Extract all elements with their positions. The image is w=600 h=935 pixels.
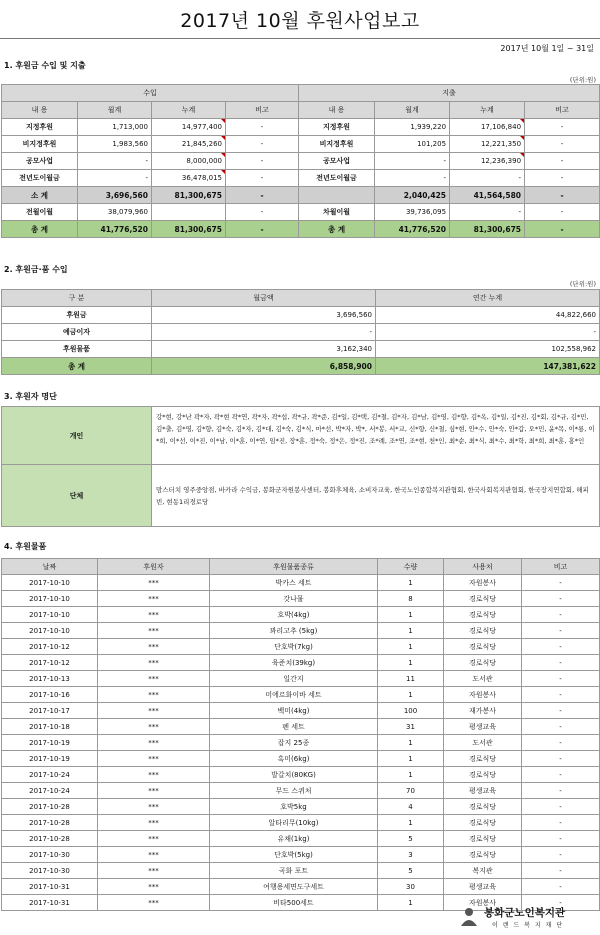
table-row <box>2 687 600 703</box>
column-header: 비고 <box>226 102 299 119</box>
table-cell: 육준치(39kg) <box>210 655 378 671</box>
table-cell: 평생교육 <box>444 879 522 895</box>
table-cell: 101,205 <box>375 136 450 153</box>
table-cell: 2017-10-10 <box>2 623 98 639</box>
table-row <box>2 341 600 358</box>
table-cell: - <box>522 735 600 751</box>
section-1-heading: 1. 후원금 수입 및 지출 <box>4 61 86 70</box>
table-cell: - <box>522 703 600 719</box>
table-row <box>2 783 600 799</box>
table-cell: 5 <box>378 831 444 847</box>
table-cell: - <box>522 815 600 831</box>
table-cell: 5 <box>378 863 444 879</box>
table-cell: 1 <box>378 895 444 911</box>
donated-goods-table <box>1 558 600 911</box>
column-header: 누계 <box>152 102 226 119</box>
column-header: 월금액 <box>152 290 376 307</box>
table-cell: 17,106,840 <box>450 119 525 136</box>
table-cell: *** <box>98 687 210 703</box>
table-cell: 알타리무(10kg) <box>210 815 378 831</box>
table-cell: 31 <box>378 719 444 735</box>
table-cell: 평생교육 <box>444 783 522 799</box>
table-cell: - <box>226 221 299 238</box>
table-cell: 2,040,425 <box>375 187 450 204</box>
table-cell: 11 <box>378 671 444 687</box>
table-cell: 21,845,260 <box>152 136 226 153</box>
donation-total-row <box>2 358 600 375</box>
table-row <box>2 153 600 170</box>
table-cell: 유채(1kg) <box>210 831 378 847</box>
table-cell: - <box>522 575 600 591</box>
table-cell: - <box>522 671 600 687</box>
column-header: 내 용 <box>299 102 375 119</box>
table-cell: 2017-10-28 <box>2 799 98 815</box>
table-cell: 재가봉사 <box>444 703 522 719</box>
table-cell: 70 <box>378 783 444 799</box>
row-label: 지정후원 <box>2 119 78 136</box>
column-header: 사용처 <box>444 559 522 575</box>
table-row <box>2 170 600 187</box>
table-cell: 자원봉사 <box>444 575 522 591</box>
table-cell: - <box>375 153 450 170</box>
table-cell: 1 <box>378 735 444 751</box>
table-cell: 꽈리고추 (5kg) <box>210 623 378 639</box>
table-row <box>2 703 600 719</box>
table-row <box>2 324 600 341</box>
column-header: 내 용 <box>2 102 78 119</box>
table-cell: 2017-10-31 <box>2 879 98 895</box>
table-cell: 4 <box>378 799 444 815</box>
table-cell: - <box>226 204 299 221</box>
table-cell: *** <box>98 655 210 671</box>
table-cell: - <box>525 170 600 187</box>
table-cell: *** <box>98 719 210 735</box>
table-cell: *** <box>98 751 210 767</box>
column-header: 후원물품종류 <box>210 559 378 575</box>
table-row <box>2 863 600 879</box>
table-cell: 3,696,560 <box>78 187 152 204</box>
table-cell: - <box>522 863 600 879</box>
table-row <box>2 136 600 153</box>
table-row <box>2 591 600 607</box>
table-row <box>2 879 600 895</box>
section-3-heading: 3. 후원자 명단 <box>4 392 57 401</box>
table-cell: 1 <box>378 687 444 703</box>
table-cell: 12,236,390 <box>450 153 525 170</box>
table-row <box>2 799 600 815</box>
table-cell: 2017-10-30 <box>2 863 98 879</box>
section-2-heading: 2. 후원금·품 수입 <box>4 265 68 274</box>
table-cell: *** <box>98 639 210 655</box>
table-cell: 비타500세트 <box>210 895 378 911</box>
table-cell: - <box>375 170 450 187</box>
table-cell: 41,564,580 <box>450 187 525 204</box>
table-cell: 경로식당 <box>444 847 522 863</box>
table-cell: 펜 세트 <box>210 719 378 735</box>
individual-label: 개인 <box>2 407 152 465</box>
table-row <box>2 639 600 655</box>
column-header: 누계 <box>450 102 525 119</box>
table-cell: 단호박(7kg) <box>210 639 378 655</box>
table-cell: 81,300,675 <box>152 221 226 238</box>
carryover-row <box>2 204 600 221</box>
page-title: 2017년 10월 후원사업보고 <box>180 10 420 32</box>
table-cell: - <box>522 687 600 703</box>
section-2-unit: (단위:원) <box>569 280 596 288</box>
table-cell: 미에르화이바 세트 <box>210 687 378 703</box>
table-cell: - <box>522 847 600 863</box>
table-cell: 경로식당 <box>444 655 522 671</box>
table-cell: 백미(4kg) <box>210 703 378 719</box>
table-cell: 평생교육 <box>444 719 522 735</box>
table-cell: 147,381,622 <box>376 358 600 375</box>
table-cell: - <box>522 639 600 655</box>
table-cell: 1 <box>378 815 444 831</box>
table-cell: 2017-10-28 <box>2 815 98 831</box>
row-label: 예금이자 <box>2 324 152 341</box>
table-row <box>2 767 600 783</box>
table-cell: 1 <box>378 655 444 671</box>
table-cell: - <box>525 187 600 204</box>
table-cell: 2017-10-30 <box>2 847 98 863</box>
table-row <box>2 655 600 671</box>
table-cell: 경로식당 <box>444 607 522 623</box>
table-cell: 2017-10-13 <box>2 671 98 687</box>
table-cell: 자원봉사 <box>444 895 522 911</box>
table-row <box>2 831 600 847</box>
table-cell: - <box>522 895 600 911</box>
subtotal-row <box>2 187 600 204</box>
table-cell: 44,822,660 <box>376 307 600 324</box>
column-header: 수량 <box>378 559 444 575</box>
table-cell: - <box>522 719 600 735</box>
table-cell: 2017-10-10 <box>2 591 98 607</box>
table-cell: 호박5kg <box>210 799 378 815</box>
table-cell: 8,000,000 <box>152 153 226 170</box>
table-cell: - <box>522 767 600 783</box>
table-cell: - <box>525 153 600 170</box>
table-row <box>2 607 600 623</box>
table-cell: 경로식당 <box>444 623 522 639</box>
table-cell: 일간지 <box>210 671 378 687</box>
row-label: 지정후원 <box>299 119 375 136</box>
table-cell: 1 <box>378 575 444 591</box>
table-cell: 경로식당 <box>444 639 522 655</box>
row-label: 총 계 <box>2 358 152 375</box>
table-cell: 단호박(5kg) <box>210 847 378 863</box>
row-label: 전년도이월금 <box>2 170 78 187</box>
table-cell: 81,300,675 <box>152 187 226 204</box>
table-cell: 경로식당 <box>444 751 522 767</box>
expense-header: 지출 <box>299 85 600 102</box>
table-row <box>2 307 600 324</box>
table-cell: 경로식당 <box>444 767 522 783</box>
column-header: 연간 누계 <box>376 290 600 307</box>
column-header: 월계 <box>78 102 152 119</box>
organization-name: 봉화군노인복지관 <box>484 907 566 919</box>
table-cell: 2017-10-12 <box>2 655 98 671</box>
table-cell: - <box>226 187 299 204</box>
column-header: 비고 <box>522 559 600 575</box>
column-header: 후원자 <box>98 559 210 575</box>
table-cell <box>152 204 226 221</box>
table-cell: 2017-10-16 <box>2 687 98 703</box>
table-cell: 도서관 <box>444 671 522 687</box>
table-cell: - <box>450 170 525 187</box>
table-cell: *** <box>98 623 210 639</box>
row-label: 후원물품 <box>2 341 152 358</box>
table-cell: 41,776,520 <box>78 221 152 238</box>
foundation-name: 이 랜 드 복 지 재 단 <box>492 922 564 929</box>
table-cell: 2017-10-17 <box>2 703 98 719</box>
table-cell: 2017-10-19 <box>2 751 98 767</box>
income-header: 수입 <box>2 85 299 102</box>
table-cell: 14,977,400 <box>152 119 226 136</box>
row-label: 비지정후원 <box>2 136 78 153</box>
table-cell: - <box>525 136 600 153</box>
table-cell: *** <box>98 783 210 799</box>
table-cell: *** <box>98 799 210 815</box>
table-cell: 2017-10-28 <box>2 831 98 847</box>
table-cell: *** <box>98 591 210 607</box>
table-cell: 여행용세면도구세트 <box>210 879 378 895</box>
table-cell: 박카스 세트 <box>210 575 378 591</box>
table-cell: 흑미(6kg) <box>210 751 378 767</box>
table-cell: 2017-10-19 <box>2 735 98 751</box>
table-cell: 6,858,900 <box>152 358 376 375</box>
row-label <box>299 187 375 204</box>
group-label: 단체 <box>2 465 152 527</box>
table-cell: 2017-10-24 <box>2 767 98 783</box>
table-cell: - <box>522 783 600 799</box>
row-label: 총 계 <box>299 221 375 238</box>
table-row <box>2 623 600 639</box>
table-cell: - <box>78 170 152 187</box>
table-row <box>2 719 600 735</box>
table-cell: 잡지 25종 <box>210 735 378 751</box>
table-row <box>2 735 600 751</box>
table-cell: 39,736,095 <box>375 204 450 221</box>
table-cell: 36,478,015 <box>152 170 226 187</box>
table-cell: *** <box>98 575 210 591</box>
table-cell: - <box>522 831 600 847</box>
section-1-unit: (단위:원) <box>569 76 596 84</box>
table-row <box>2 815 600 831</box>
table-cell: - <box>522 799 600 815</box>
row-label: 차월이월 <box>299 204 375 221</box>
grand-total-row <box>2 221 600 238</box>
table-cell: 1,939,220 <box>375 119 450 136</box>
table-cell: 1 <box>378 767 444 783</box>
table-cell: *** <box>98 831 210 847</box>
table-cell: 발갈치(80KG) <box>210 767 378 783</box>
table-cell: - <box>226 119 299 136</box>
income-expense-table <box>1 84 600 238</box>
table-cell: 무드 스퀴처 <box>210 783 378 799</box>
donation-income-table <box>1 289 600 375</box>
table-cell: 2017-10-18 <box>2 719 98 735</box>
table-cell: *** <box>98 767 210 783</box>
table-cell: *** <box>98 735 210 751</box>
table-cell: 2017-10-24 <box>2 783 98 799</box>
table-cell: 3,162,340 <box>152 341 376 358</box>
table-cell: *** <box>98 815 210 831</box>
organization-footer <box>458 903 598 931</box>
column-header: 구 분 <box>2 290 152 307</box>
table-cell: 경로식당 <box>444 591 522 607</box>
table-cell: 1,983,560 <box>78 136 152 153</box>
table-cell: 2017-10-12 <box>2 639 98 655</box>
table-cell: 자원봉사 <box>444 687 522 703</box>
table-cell: 호박(4kg) <box>210 607 378 623</box>
table-cell: *** <box>98 607 210 623</box>
table-cell: 1 <box>378 607 444 623</box>
row-label: 전년도이월금 <box>299 170 375 187</box>
table-cell: - <box>522 591 600 607</box>
table-cell: 8 <box>378 591 444 607</box>
table-cell: - <box>376 324 600 341</box>
table-cell: *** <box>98 847 210 863</box>
table-cell: 1,713,000 <box>78 119 152 136</box>
table-cell: 도서관 <box>444 735 522 751</box>
table-cell: 102,558,962 <box>376 341 600 358</box>
table-cell: 1 <box>378 623 444 639</box>
column-header: 월계 <box>375 102 450 119</box>
table-cell: - <box>226 153 299 170</box>
table-row <box>2 847 600 863</box>
table-cell: *** <box>98 863 210 879</box>
table-cell: - <box>226 136 299 153</box>
table-cell: - <box>522 655 600 671</box>
row-label: 총 계 <box>2 221 78 238</box>
table-cell: 30 <box>378 879 444 895</box>
table-cell: 81,300,675 <box>450 221 525 238</box>
table-cell: 복지관 <box>444 863 522 879</box>
group-donor-names: 맘스터치 영주중앙점, 바카라 수익금, 봉화군자원봉사센터, 봉화후체육, 소비자교육, 한국노인종합복지관협회, 한국사회복지관협회, 한국장지연합회, 해피빈, 현동1리경로당 <box>152 465 600 527</box>
table-row <box>2 575 600 591</box>
table-cell: 1 <box>378 639 444 655</box>
table-cell: - <box>152 324 376 341</box>
table-cell: *** <box>98 879 210 895</box>
table-cell: *** <box>98 895 210 911</box>
row-label: 공모사업 <box>2 153 78 170</box>
table-cell: - <box>226 170 299 187</box>
table-cell: - <box>525 204 600 221</box>
report-period: 2017년 10월 1일 ~ 31일 <box>500 44 594 53</box>
table-cell: 2017-10-10 <box>2 575 98 591</box>
organization-logo-icon <box>458 905 480 927</box>
table-cell: 12,221,350 <box>450 136 525 153</box>
individual-donor-names: 강*현, 강*난 곽*자, 곽*현 곽*연, 곽*자, 곽*섭, 곽*규, 곽*준, 김*일, 김*택, 김*철, 김*자, 김*남, 김*영, 김*향, 김*옥, 김*일, 김*진, 김*회, 김*규, 김*민, 김*출, 김*영, 김*향, 김*숙, 김*자, 김*대, 김*숙, 김*식, 마*선, 박*자, 박*, 서*봉, 서*교, 신*향, 신*철, 심*현, 안*수, 안*숙, 안*갑, 오*민, 윤*목, 이*룡, 이*희, 이*선, 이*진, 이*남, 이*훈, 이*연, 임*진, 장*훈, 정*숙, 정*은, 정*진, 조*례, 조*연, 조*현, 천*인, 최*순, 최*식, 최*수, 최*학, 최*희, 최*훈, 홍*인 <box>152 407 600 465</box>
title-divider <box>0 38 600 39</box>
column-header: 날짜 <box>2 559 98 575</box>
table-cell: - <box>78 153 152 170</box>
table-cell: - <box>525 221 600 238</box>
table-cell: 41,776,520 <box>375 221 450 238</box>
table-cell: *** <box>98 703 210 719</box>
table-cell: 2017-10-10 <box>2 607 98 623</box>
table-cell: 1 <box>378 751 444 767</box>
table-cell: - <box>450 204 525 221</box>
table-cell: *** <box>98 671 210 687</box>
table-cell: 경로식당 <box>444 799 522 815</box>
row-label: 비지정후원 <box>299 136 375 153</box>
table-cell: 100 <box>378 703 444 719</box>
table-row <box>2 751 600 767</box>
table-cell: - <box>522 607 600 623</box>
row-label: 후원금 <box>2 307 152 324</box>
column-header: 비고 <box>525 102 600 119</box>
table-cell: 경로식당 <box>444 831 522 847</box>
section-4-heading: 4. 후원물품 <box>4 542 47 551</box>
table-cell: 곡화 포트 <box>210 863 378 879</box>
row-label: 공모사업 <box>299 153 375 170</box>
table-cell: 3 <box>378 847 444 863</box>
table-cell: 경로식당 <box>444 815 522 831</box>
table-cell: 갓나물 <box>210 591 378 607</box>
table-cell: - <box>522 751 600 767</box>
table-cell: 2017-10-31 <box>2 895 98 911</box>
donor-list-table <box>1 406 600 527</box>
table-row <box>2 671 600 687</box>
row-label: 소 계 <box>2 187 78 204</box>
table-row <box>2 119 600 136</box>
table-cell: - <box>522 879 600 895</box>
table-cell: 3,696,560 <box>152 307 376 324</box>
table-cell: - <box>522 623 600 639</box>
table-cell: - <box>525 119 600 136</box>
row-label: 전월이월 <box>2 204 78 221</box>
table-cell: 38,079,960 <box>78 204 152 221</box>
